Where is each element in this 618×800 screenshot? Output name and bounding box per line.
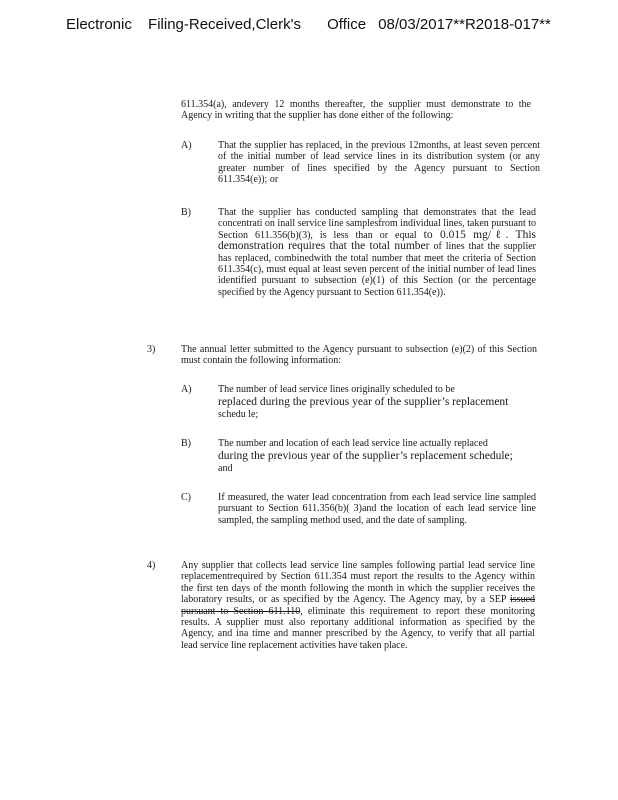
para-4 — [181, 560, 535, 651]
header-date-docket: 08/03/2017**R2018-017** — [378, 16, 551, 33]
item-3-a-text-1: The number of lead service lines originally scheduled to be — [218, 384, 455, 395]
item-label-e2-a: A) — [181, 140, 192, 151]
item-3-b-text-3: and — [218, 463, 233, 475]
para-4-text-2: , eliminate this requirement to report these monitoring results. A supplier must also reportany additional information as specified by the Agency, and ina time and manner prescribed by the Agency, to verify that all partial lead service line replacement activities have taken place. — [181, 605, 535, 651]
para-3 — [181, 344, 537, 367]
item-label-e2-b: B) — [181, 207, 191, 218]
item-3-b — [218, 438, 538, 475]
item-e2-b — [218, 207, 536, 298]
header-filing-received: Filing-Received,Clerk's — [148, 16, 301, 33]
para-3-text: The annual letter submitted to the Agency pursuant to subsection (e)(2) of this Section must contain the following information: — [181, 344, 537, 367]
item-3-a-text-2: replaced during the previous year of the supplier’s replacement — [218, 396, 509, 409]
item-label-3-b: B) — [181, 438, 191, 449]
item-3-a — [218, 384, 518, 421]
para-label-3: 3) — [147, 344, 156, 355]
intro-paragraph — [181, 99, 531, 122]
para-4-text-1: Any supplier that collects lead service line samples following partial lead service line replacementrequired by Section 611.354 must report the results to the Agency within the first ten days of the month following the month in which the supplier receives the laboratory results, or as specified by the Agency. The Agency may, by a SEP — [181, 560, 535, 606]
item-e2-a-text: That the supplier has replaced, in the previous 12months, at least seven percent of the initial number of lead service lines in its distribution system (or any greater number of lines specified by the Agency pursuant to Section 611.354(e)); or — [218, 140, 540, 186]
para-4-struck-text: issued pursuant to Section 611.110 — [181, 594, 536, 617]
item-3-b-text-2: during the previous year of the supplier’s replacement schedule; — [218, 450, 513, 463]
item-e2-b-text-3: of lines that the supplier has replaced, combinedwith the total number that meet the criteria of Section 611.354(c), must equal at least seven percent of the initial number of lead lines identified pursuant to subsection (e)(1) of this Section (or the percentage specified by the Agency pursuant to Section 611.354(e)). — [218, 241, 536, 298]
item-label-3-c: C) — [181, 492, 191, 503]
item-e2-a — [218, 140, 540, 186]
header-word-electronic: Electronic — [66, 16, 132, 33]
item-3-c — [218, 492, 536, 526]
item-e2-b-text-1: That the supplier has conducted sampling that demonstrates that the lead concentrati on inall service line samplesfrom individual lines, taken pursuant to Section 611.356(b)(3), is less than or equal — [218, 207, 536, 241]
item-3-c-text: If measured, the water lead concentration from each lead service line sampled pursuant to Section 611.356(b)( 3)and the location of each lead service line sampled, the sampling method used, and the date of sampling. — [218, 492, 536, 526]
intro-text: 611.354(a), andevery 12 months thereafter, the supplier must demonstrate to the Agency in writing that the supplier has done either of the following: — [181, 99, 531, 122]
item-e2-b-text-2: to 0.015 mg/ℓ. This demonstration requires that the total number — [218, 228, 536, 253]
item-3-b-text-1: The number and location of each lead service line actually replaced — [218, 438, 488, 449]
item-3-a-text-3: schedu le; — [218, 409, 259, 421]
header-word-office: Office — [327, 16, 367, 33]
para-label-4: 4) — [147, 560, 156, 571]
item-label-3-a: A) — [181, 384, 192, 395]
